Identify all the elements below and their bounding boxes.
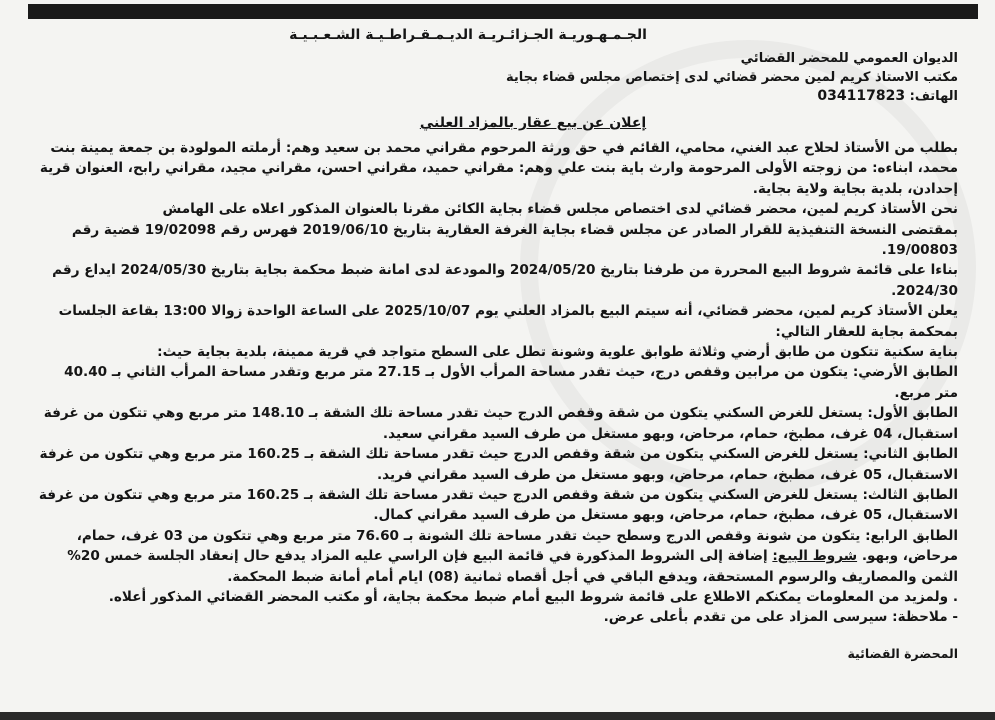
paragraph-bailiff: نحن الأستاذ كريم لمين، محضر قضائي لدى اختصاص مجلس قضاء بجاية الكائن مقرنا بالعنوان المذكور اعلاه على الهامش bbox=[162, 201, 958, 218]
paragraph-more-info: . ولمزيد من المعلومات يمكنكم الاطلاع على قائمة شروط البيع أمام ضبط محكمة بجاية، أو مكتب المحضر القضائي المذكور أعلاه. bbox=[108, 588, 958, 605]
signature: المحضرة القضائية bbox=[847, 645, 958, 661]
paragraph-fourth-floor bbox=[38, 526, 958, 587]
phone-label: الهاتف: bbox=[909, 89, 958, 104]
paragraph-sale-date: يعلن الأستاذ كريم لمين، محضر قضائي، أنه سيتم البيع بالمزاد العلني يوم 2025/10/07 على الساعة الواحدة زوالا 13:00 بقاعة الجلسات بمحكمة بجاية للعقار التالي: bbox=[58, 303, 958, 340]
bottom-black-bar bbox=[0, 712, 995, 720]
conditions-text: إضافة إلى الشروط المذكورة في قائمة البيع فإن الراسي عليه المزاد يدفع حال إنعقاد الجلسة خمس 20% الثمن والمصاريف والرسوم المستحقة، ويدفع الباقي في أجل أقصاه ثمانية (08) ايام أمام أمانة ضبط المحكمة. bbox=[67, 548, 958, 585]
paragraph-first-floor: الطابق الأول: يستغل للغرض السكني يتكون من شقة وقفص الدرج حيث تقدر مساحة تلك الشقة بـ 148.10 متر مربع وهي تتكون من غرفة استقبال، 04 غرف، مطبخ، حمام، مرحاض، وبهو مستغل من طرف السيد مقراني سعيد. bbox=[43, 405, 958, 442]
notice-document bbox=[38, 26, 958, 661]
paragraph-requester: بطلب من الأستاذ لحلاح عبد الغني، محامي، القائم في حق ورثة المرحوم مقراني محمد بن سعيد وهم: أرملته المولودة بن جمعة يمينة بنت محمد، ابناءه: من زوجته الأولى المرحومة وارث باية بنت علي وهم: مقراني حميد، مقراني احسن، مقراني مجيد، مقراني رابح، العنوان قرية إحدادن، بلدية بجاية ولاية بجاية. bbox=[39, 140, 958, 197]
firm-name: مكتب الاستاذ كريم لمين محضر قضائي لدى إختصاص مجلس قضاء بجاية bbox=[505, 70, 958, 85]
paragraph-second-floor: الطابق الثاني: يستغل للغرض السكني يتكون من شقة وقفص الدرج حيث تقدر مساحة تلك الشقة بـ 160.25 متر مربع وهي تتكون من غرفة الاستقبال، 05 غرف، مطبخ، حمام، مرحاض، وبهو مستغل من طرف السيد مقراني فريد. bbox=[39, 446, 958, 483]
conditions-label: شروط البيع: bbox=[772, 548, 858, 565]
phone-row bbox=[38, 87, 958, 106]
paragraph-conditions-list: بناءا على قائمة شروط البيع المحررة من طرفنا بتاريخ 2024/05/20 والمودعة لدى امانة ضبط محكمة بجاية بتاريخ 2024/05/30 ايداع رقم 2024/30. bbox=[52, 262, 958, 299]
notice-body bbox=[38, 138, 958, 628]
paragraph-ground-floor: الطابق الأرضي: يتكون من مرابين وقفص درج، حيث تقدر مساحة المرأب الأول بـ 27.15 متر مربع وتقدر مساحة المرأب الثاني بـ 40.40 متر مربع. bbox=[64, 364, 958, 401]
fourth-floor-text: الطابق الرابع: يتكون من شونة وقفص الدرج وسطح حيث تقدر مساحة تلك الشونة بـ 76.60 متر مربع وهي تتكون من 03 غرف، حمام، مرحاض، وبهو. bbox=[76, 527, 958, 565]
republic-heading: الجـمـهـوريـة الجـزائـريـة الديـمـقـراطـيـة الشـعـبـيـة bbox=[289, 27, 647, 43]
top-black-bar bbox=[28, 4, 978, 19]
paragraph-third-floor: الطابق الثالث: يستغل للغرض السكني يتكون من شقة وقفص الدرج حيث تقدر مساحة تلك الشقة بـ 160.25 متر مربع وهي تتكون من غرفة الاستقبال، 05 غرف، مطبخ، حمام، مرحاض، وبهو مستغل من طرف السيد مقراني كمال. bbox=[38, 486, 958, 524]
paragraph-note: - ملاحظة: سيرسى المزاد على من تقدم بأعلى عرض. bbox=[603, 609, 958, 626]
phone-number: 034117823 bbox=[817, 88, 906, 104]
paragraph-judgment: بمقتضى النسخة التنفيذية للقرار الصادر عن مجلس قضاء بجاية الغرفة العقارية بتاريخ 2019/06/10 فهرس رقم 19/02098 قضية رقم 19/00803. bbox=[71, 221, 958, 259]
notice-title: إعلان عن بيع عقار بالمزاد العلني bbox=[419, 115, 647, 131]
paragraph-building: بناية سكنية تتكون من طابق أرضي وثلاثة طوابق علوية وشونة تطل على السطح متواجد في قرية ممينة، بلدية بجاية حيث: bbox=[157, 344, 958, 361]
office-name: الديوان العمومي للمحضر القضائي bbox=[740, 51, 958, 66]
